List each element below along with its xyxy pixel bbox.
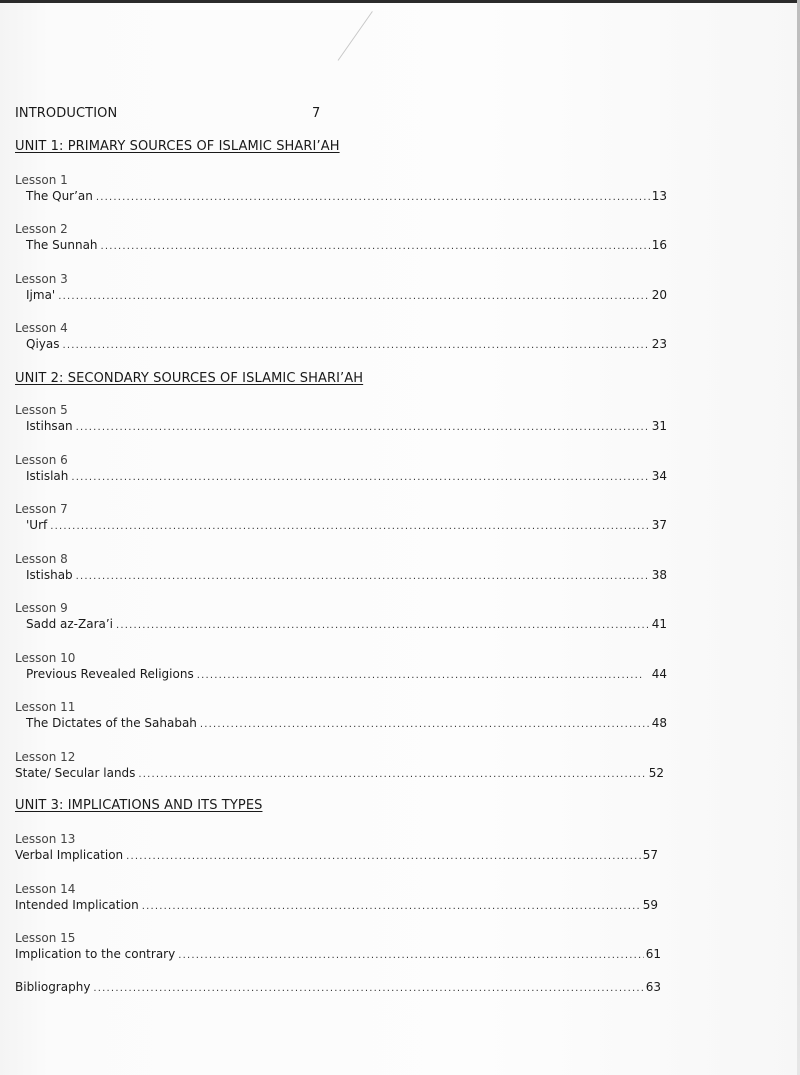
entry-page: 38 <box>651 568 667 582</box>
entry-title: Intended Implication <box>15 898 139 912</box>
dot-leader <box>142 901 641 912</box>
unit-3-heading <box>15 798 276 813</box>
entry-title: Istihsan <box>26 419 73 433</box>
toc-entry <box>26 617 667 631</box>
lesson-label: Lesson 1 <box>15 173 68 187</box>
entry-title: Istislah <box>26 469 69 483</box>
introduction-page: 7 <box>312 106 321 121</box>
lesson-label: Lesson 8 <box>15 552 68 566</box>
lesson-label: Lesson 2 <box>15 222 68 236</box>
entry-page: 34 <box>651 469 667 483</box>
dot-leader <box>63 340 650 351</box>
entry-title: The Qur’an <box>26 189 93 203</box>
dot-leader <box>126 851 641 862</box>
dot-leader <box>71 472 649 483</box>
toc-entry <box>15 898 658 912</box>
lesson-label: Lesson 15 <box>15 931 76 945</box>
dot-leader <box>50 521 649 532</box>
lesson-label: Lesson 9 <box>15 601 68 615</box>
entry-page: 57 <box>642 848 658 862</box>
lesson-label: Lesson 14 <box>15 882 76 896</box>
dot-leader <box>101 241 650 252</box>
entry-page: 23 <box>651 337 667 351</box>
unit-2-heading: UNIT 2: SECONDARY SOURCES OF ISLAMIC SHARI’AH <box>15 371 364 386</box>
entry-page: 61 <box>645 947 661 961</box>
entry-page: 48 <box>651 716 667 730</box>
entry-page: 44 <box>651 667 667 681</box>
entry-page: 13 <box>651 189 667 203</box>
toc-entry <box>26 667 667 681</box>
entry-page: 16 <box>651 238 667 252</box>
lesson-label: Lesson 6 <box>15 453 68 467</box>
unit-3-heading-text: UNIT 3: IMPLICATIONS AND ITS TYPES <box>15 798 263 813</box>
entry-page: 59 <box>642 898 658 912</box>
dot-leader <box>116 620 650 631</box>
entry-title: The Sunnah <box>26 238 98 252</box>
dot-leader <box>138 769 646 780</box>
dot-leader <box>58 291 650 302</box>
toc-entry <box>26 189 667 203</box>
entry-page: 20 <box>651 288 667 302</box>
toc-entry <box>26 518 667 532</box>
dot-leader <box>76 571 650 582</box>
dot-leader <box>197 670 644 681</box>
dot-leader <box>200 719 650 730</box>
toc-entry <box>26 288 667 302</box>
toc-entry-bibliography <box>15 980 661 994</box>
entry-title: Verbal Implication <box>15 848 124 862</box>
unit-1-heading: UNIT 1: PRIMARY SOURCES OF ISLAMIC SHARI’AH <box>15 139 340 154</box>
toc-entry <box>26 568 667 582</box>
entry-title: The Dictates of the Sahabah <box>26 716 197 730</box>
entry-title: Previous Revealed Religions <box>26 667 194 681</box>
toc-entry <box>15 947 661 961</box>
entry-page: 63 <box>645 980 661 994</box>
pencil-mark <box>338 11 373 61</box>
toc-entry <box>26 716 667 730</box>
entry-title: Sadd az-Zara’i <box>26 617 114 631</box>
toc-entry <box>26 238 667 252</box>
lesson-label: Lesson 10 <box>15 651 76 665</box>
toc-entry <box>15 766 664 780</box>
toc-entry <box>26 469 667 483</box>
entry-title: State/ Secular lands <box>15 766 136 780</box>
entry-title: 'Urf <box>26 518 48 532</box>
entry-title: Ijma' <box>26 288 56 302</box>
lesson-label: Lesson 4 <box>15 321 68 335</box>
lesson-label: Lesson 12 <box>15 750 76 764</box>
entry-page: 37 <box>651 518 667 532</box>
introduction-title: INTRODUCTION <box>15 106 118 121</box>
lesson-label: Lesson 11 <box>15 700 76 714</box>
entry-title: Qiyas <box>26 337 60 351</box>
lesson-label: Lesson 13 <box>15 832 76 846</box>
toc-entry <box>15 848 658 862</box>
entry-page: 41 <box>651 617 667 631</box>
entry-title: Bibliography <box>15 980 91 994</box>
lesson-label: Lesson 7 <box>15 502 68 516</box>
dot-leader <box>93 983 643 994</box>
toc-entry <box>26 419 667 433</box>
entry-title: Implication to the contrary <box>15 947 176 961</box>
entry-page: 52 <box>648 766 664 780</box>
page-top-edge <box>0 0 800 3</box>
entry-title: Istishab <box>26 568 73 582</box>
lesson-label: Lesson 5 <box>15 403 68 417</box>
entry-page: 31 <box>651 419 667 433</box>
dot-leader <box>76 422 650 433</box>
dot-leader <box>96 192 650 203</box>
toc-entry <box>26 337 667 351</box>
dot-leader <box>178 950 644 961</box>
lesson-label: Lesson 3 <box>15 272 68 286</box>
